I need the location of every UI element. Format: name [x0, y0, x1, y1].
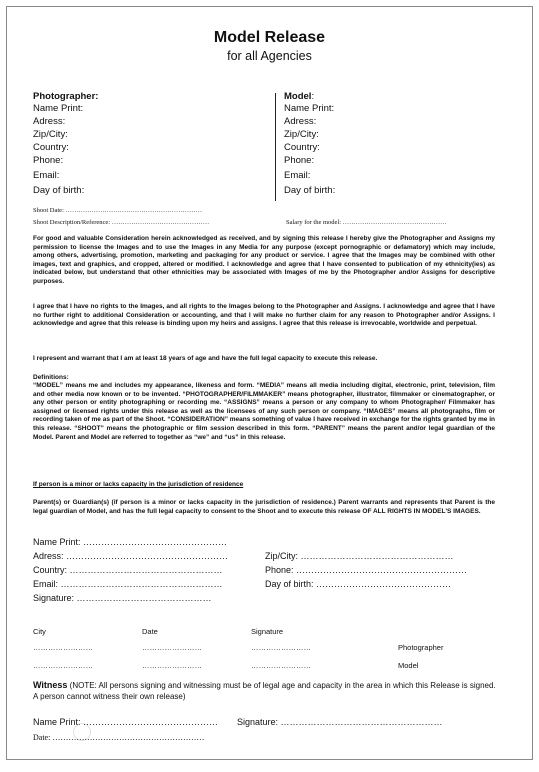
photographer-signature-input[interactable]: ……………………: [251, 643, 311, 652]
shoot-description-field[interactable]: Shoot Description/Reference: ………………………………………: [33, 219, 210, 226]
model-zip-field[interactable]: Zip/City:: [284, 129, 319, 140]
shoot-date-field[interactable]: Shoot Date: ………………………………………………………: [33, 207, 202, 214]
model-heading-colon: :: [311, 91, 315, 102]
page-title: Model Release: [213, 29, 326, 46]
model-heading: [284, 91, 314, 102]
guardian-name-field[interactable]: Name Print: …………………………………………: [33, 537, 228, 547]
photographer-zip-field[interactable]: Zip/City:: [33, 129, 68, 140]
guardian-signature-field[interactable]: Signature: ………………………………………: [33, 593, 212, 603]
rights-paragraph: I agree that I have no rights to the Images, and all rights to the Images belong to the Photographer and Assigns. I acknowledge and agree that I have no further right to additional Consideration or accounting, and that I will make no further claim for any reason to Photographer and/or Assigns. I acknowledge and agree that this release is binding upon my heirs and assigns. I agree that this release is irrevocable, worldwide and perpetual.: [33, 303, 495, 328]
model-signature-input[interactable]: ……………………: [251, 661, 311, 670]
guardian-country-field[interactable]: Country: ……………………………………………: [33, 565, 223, 575]
witness-label: Witness: [33, 680, 68, 690]
column-divider: [275, 93, 276, 201]
age-paragraph: I represent and warrant that I am at least 18 years of age and have the full legal capacity to execute this release.: [33, 355, 378, 362]
model-date-input[interactable]: ……………………: [142, 661, 202, 670]
model-heading-label: Model: [284, 91, 312, 102]
release-form-page: [6, 6, 533, 760]
model-city-input[interactable]: ……………………: [33, 661, 93, 670]
photographer-name-field[interactable]: Name Print:: [33, 103, 84, 114]
guardian-paragraph: Parent(s) or Guardian(s) (if person is a minor or lacks capacity in the jurisdiction of residence.) Parent warrants and represents that Parent is the legal guardian of Model, and has the full legal capacity to consent to the Shoot and to execute this release OF ALL RIGHTS IN MODEL'S IMAGES.: [33, 499, 495, 515]
guardian-adress-field[interactable]: Adress: ………………………………………………: [33, 551, 229, 561]
city-header: City: [33, 627, 46, 636]
model-adress-field[interactable]: Adress:: [284, 116, 317, 127]
salary-field[interactable]: Salary for the model: …………………………………………: [286, 219, 447, 226]
witness-name-field[interactable]: Name Print: ………………………………………: [33, 717, 219, 727]
consent-paragraph: For good and valuable Consideration herein acknowledged as received, and by signing this release I hereby give the Photographer and Assigns my permission to license the Images and to use the Images in any Media for any purpose (except pornographic or defamatory) which may include, among others, advertising, promotion, marketing and packaging for any product or service. I agree that the Images may be combined with other images, text and graphics, and cropped, altered or modified. I acknowledge and agree that I have consented to publication of my ethnicity(ies) as indicated below, but understand that other ethnicities may be associated with Images of me by the Photographer and/or Assigns for descriptive purposes.: [33, 235, 495, 285]
model-row-label: Model: [398, 661, 419, 670]
photographer-heading: Photographer:: [33, 91, 99, 102]
minor-heading: If person is a minor or lacks capacity in the jurisdiction of residence: [33, 481, 244, 488]
photographer-dob-field[interactable]: Day of birth:: [33, 185, 85, 196]
signature-header: Signature: [251, 627, 284, 636]
model-email-field[interactable]: Email:: [284, 170, 311, 181]
witness-date-field[interactable]: Date: …………………………………………………: [33, 733, 205, 742]
witness-note-text: (NOTE: All persons signing and witnessing must be of legal age and capacity in the area in which this Release is signed. A person cannot witness their own release): [33, 681, 496, 701]
photographer-country-field[interactable]: Country:: [33, 142, 69, 153]
photographer-email-field[interactable]: Email:: [33, 170, 60, 181]
model-dob-field[interactable]: Day of birth:: [284, 185, 336, 196]
model-name-field[interactable]: Name Print:: [284, 103, 335, 114]
guardian-dob-field[interactable]: Day of birth: ………………………………………: [265, 579, 452, 589]
photographer-row-label: Photographer: [398, 643, 444, 652]
model-country-field[interactable]: Country:: [284, 142, 320, 153]
guardian-phone-field[interactable]: Phone: …………………………………………………: [265, 565, 468, 575]
date-header: Date: [142, 627, 158, 636]
photographer-adress-field[interactable]: Adress:: [33, 116, 66, 127]
guardian-email-field[interactable]: Email: ………………………………………………: [33, 579, 223, 589]
guardian-zip-field[interactable]: Zip/City: ……………………………………………: [265, 551, 454, 561]
photographer-date-input[interactable]: ……………………: [142, 643, 202, 652]
definitions-title: Definitions:: [33, 374, 69, 381]
photographer-phone-field[interactable]: Phone:: [33, 155, 64, 166]
witness-signature-field[interactable]: Signature: ………………………………………………: [237, 717, 443, 727]
witness-note: [33, 680, 499, 702]
page-subtitle: for all Agencies: [227, 49, 312, 63]
model-phone-field[interactable]: Phone:: [284, 155, 315, 166]
definitions-paragraph: “MODEL” means me and includes my appearance, likeness and form. “MEDIA” means all media including digital, electronic, print, television, film and other media now known or to be invented. “PHOTOGRAPHER/FILMMAKER” means photographer, illustrator, filmmaker or cinematographer, or any other person or entity photographing or recording me. “ASSIGNS” means a person or any company to whom Photographer/ Filmmaker has assigned or licensed rights under this release as well as the licensees of any such person or company. “IMAGES” means all photographs, film or recording taken of me as part of the Shoot. “CONSIDERATION” means something of value I have received in exchange for the rights granted by me in this release. “SHOOT” means the photographic or film session described in this form. “PARENT” means the parent and/or legal guardian of the Model. Parent and Model are referred to together as “we” and “us” in this release.: [33, 382, 495, 441]
photographer-city-input[interactable]: ……………………: [33, 643, 93, 652]
